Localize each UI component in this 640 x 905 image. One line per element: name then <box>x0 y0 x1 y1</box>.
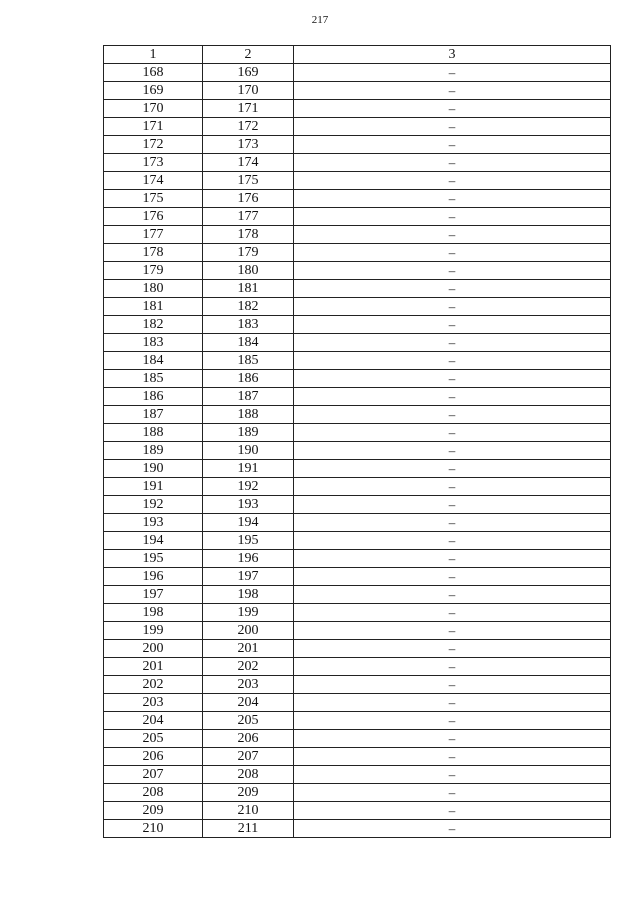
table-cell-col1: 202 <box>104 676 203 694</box>
table-cell-col3: – <box>294 694 611 712</box>
table-row <box>104 694 611 712</box>
table-cell-col2: 173 <box>203 136 294 154</box>
table-cell-col3: – <box>294 514 611 532</box>
table-cell-col3: – <box>294 262 611 280</box>
table-cell-col3: – <box>294 406 611 424</box>
table-cell-col3: – <box>294 460 611 478</box>
table-cell-col2: 210 <box>203 802 294 820</box>
table-cell-col3: – <box>294 244 611 262</box>
table-cell-col2: 196 <box>203 550 294 568</box>
table-cell-col3: – <box>294 298 611 316</box>
table-cell-col2: 199 <box>203 604 294 622</box>
table-cell-col3: – <box>294 154 611 172</box>
table-row <box>104 712 611 730</box>
table-row <box>104 604 611 622</box>
table-cell-col1: 197 <box>104 586 203 604</box>
table-cell-col3: – <box>294 370 611 388</box>
table-cell-col1: 210 <box>104 820 203 838</box>
table-cell-col1: 172 <box>104 136 203 154</box>
table-cell-col1: 199 <box>104 622 203 640</box>
table-cell-col3: – <box>294 172 611 190</box>
table-cell-col1: 187 <box>104 406 203 424</box>
table-row <box>104 622 611 640</box>
table-row <box>104 550 611 568</box>
table-cell-col3: – <box>294 568 611 586</box>
table-row <box>104 280 611 298</box>
table-cell-col1: 195 <box>104 550 203 568</box>
table-cell-col2: 188 <box>203 406 294 424</box>
table-cell-col1: 184 <box>104 352 203 370</box>
table-cell-col2: 211 <box>203 820 294 838</box>
table-cell-col1: 203 <box>104 694 203 712</box>
column-header-1: 1 <box>104 46 203 64</box>
table-cell-col3: – <box>294 64 611 82</box>
table-cell-col2: 183 <box>203 316 294 334</box>
table-cell-col2: 181 <box>203 280 294 298</box>
table-cell-col2: 170 <box>203 82 294 100</box>
table-cell-col2: 176 <box>203 190 294 208</box>
table-cell-col3: – <box>294 352 611 370</box>
table-cell-col2: 204 <box>203 694 294 712</box>
table-cell-col2: 193 <box>203 496 294 514</box>
table-row <box>104 820 611 838</box>
table-row <box>104 442 611 460</box>
table-cell-col1: 192 <box>104 496 203 514</box>
table-cell-col1: 201 <box>104 658 203 676</box>
table-row <box>104 370 611 388</box>
table-cell-col1: 186 <box>104 388 203 406</box>
table-cell-col3: – <box>294 820 611 838</box>
table-row <box>104 676 611 694</box>
table-cell-col2: 184 <box>203 334 294 352</box>
table-cell-col3: – <box>294 586 611 604</box>
table-cell-col1: 169 <box>104 82 203 100</box>
table-cell-col1: 173 <box>104 154 203 172</box>
table-cell-col1: 207 <box>104 766 203 784</box>
table-cell-col2: 185 <box>203 352 294 370</box>
table-row <box>104 496 611 514</box>
table-row <box>104 424 611 442</box>
table-cell-col3: – <box>294 712 611 730</box>
table-cell-col3: – <box>294 100 611 118</box>
table-cell-col3: – <box>294 496 611 514</box>
column-header-2: 2 <box>203 46 294 64</box>
table-cell-col2: 169 <box>203 64 294 82</box>
table-cell-col2: 205 <box>203 712 294 730</box>
column-header-3: 3 <box>294 46 611 64</box>
table-cell-col3: – <box>294 730 611 748</box>
table-row <box>104 316 611 334</box>
table-row <box>104 352 611 370</box>
table-cell-col3: – <box>294 424 611 442</box>
table-row <box>104 208 611 226</box>
table-row <box>104 244 611 262</box>
table-cell-col2: 190 <box>203 442 294 460</box>
table-row <box>104 190 611 208</box>
table-cell-col2: 191 <box>203 460 294 478</box>
table-cell-col2: 202 <box>203 658 294 676</box>
table-row <box>104 658 611 676</box>
table-cell-col3: – <box>294 388 611 406</box>
table-cell-col2: 209 <box>203 784 294 802</box>
table-cell-col1: 208 <box>104 784 203 802</box>
table-cell-col2: 203 <box>203 676 294 694</box>
table-row <box>104 568 611 586</box>
table-cell-col3: – <box>294 226 611 244</box>
table-cell-col3: – <box>294 208 611 226</box>
table-row <box>104 748 611 766</box>
table-cell-col3: – <box>294 658 611 676</box>
table-body <box>104 64 611 838</box>
table-cell-col3: – <box>294 640 611 658</box>
table-cell-col3: – <box>294 190 611 208</box>
table-row <box>104 298 611 316</box>
table-cell-col1: 181 <box>104 298 203 316</box>
table-row <box>104 64 611 82</box>
table-cell-col1: 177 <box>104 226 203 244</box>
table-cell-col2: 172 <box>203 118 294 136</box>
table-row <box>104 118 611 136</box>
table-cell-col2: 187 <box>203 388 294 406</box>
table-cell-col1: 190 <box>104 460 203 478</box>
table-row <box>104 730 611 748</box>
table-cell-col3: – <box>294 622 611 640</box>
table-cell-col2: 174 <box>203 154 294 172</box>
table-cell-col1: 189 <box>104 442 203 460</box>
table-cell-col2: 197 <box>203 568 294 586</box>
table-cell-col3: – <box>294 766 611 784</box>
table-cell-col2: 182 <box>203 298 294 316</box>
table-cell-col2: 192 <box>203 478 294 496</box>
table-cell-col2: 171 <box>203 100 294 118</box>
table-row <box>104 172 611 190</box>
table-row <box>104 784 611 802</box>
table-cell-col1: 185 <box>104 370 203 388</box>
table-row <box>104 478 611 496</box>
table-cell-col2: 201 <box>203 640 294 658</box>
table-cell-col3: – <box>294 136 611 154</box>
table-cell-col2: 189 <box>203 424 294 442</box>
table-cell-col2: 194 <box>203 514 294 532</box>
table-cell-col2: 206 <box>203 730 294 748</box>
table-cell-col1: 170 <box>104 100 203 118</box>
table-row <box>104 802 611 820</box>
table-cell-col2: 198 <box>203 586 294 604</box>
table-cell-col1: 209 <box>104 802 203 820</box>
table-cell-col3: – <box>294 118 611 136</box>
table-row <box>104 460 611 478</box>
table-cell-col3: – <box>294 442 611 460</box>
table-cell-col1: 188 <box>104 424 203 442</box>
table-row <box>104 766 611 784</box>
table-cell-col3: – <box>294 676 611 694</box>
table-cell-col1: 194 <box>104 532 203 550</box>
table-cell-col2: 207 <box>203 748 294 766</box>
table-cell-col1: 183 <box>104 334 203 352</box>
table-cell-col1: 191 <box>104 478 203 496</box>
table-row <box>104 226 611 244</box>
page-number: 217 <box>311 14 329 26</box>
table-cell-col1: 180 <box>104 280 203 298</box>
table-cell-col3: – <box>294 604 611 622</box>
table-cell-col3: – <box>294 82 611 100</box>
table-header-row <box>104 46 611 64</box>
table-cell-col1: 176 <box>104 208 203 226</box>
table-cell-col1: 179 <box>104 262 203 280</box>
table-cell-col2: 200 <box>203 622 294 640</box>
table-cell-col1: 178 <box>104 244 203 262</box>
table-row <box>104 514 611 532</box>
table-cell-col2: 179 <box>203 244 294 262</box>
table-row <box>104 406 611 424</box>
table-cell-col3: – <box>294 280 611 298</box>
table-cell-col2: 180 <box>203 262 294 280</box>
table-cell-col2: 186 <box>203 370 294 388</box>
table-cell-col1: 182 <box>104 316 203 334</box>
table-cell-col1: 204 <box>104 712 203 730</box>
table-cell-col1: 205 <box>104 730 203 748</box>
table-cell-col2: 175 <box>203 172 294 190</box>
table-cell-col2: 195 <box>203 532 294 550</box>
table-cell-col3: – <box>294 478 611 496</box>
table-row <box>104 334 611 352</box>
table-cell-col1: 196 <box>104 568 203 586</box>
table-cell-col1: 198 <box>104 604 203 622</box>
table-cell-col3: – <box>294 334 611 352</box>
table-cell-col1: 200 <box>104 640 203 658</box>
table-cell-col1: 168 <box>104 64 203 82</box>
table-cell-col3: – <box>294 802 611 820</box>
table-cell-col2: 177 <box>203 208 294 226</box>
table-cell-col1: 193 <box>104 514 203 532</box>
table-cell-col2: 178 <box>203 226 294 244</box>
table-cell-col2: 208 <box>203 766 294 784</box>
table-cell-col3: – <box>294 784 611 802</box>
data-table <box>103 45 611 838</box>
table-row <box>104 262 611 280</box>
table-cell-col1: 206 <box>104 748 203 766</box>
table-cell-col3: – <box>294 532 611 550</box>
table-cell-col1: 174 <box>104 172 203 190</box>
table-cell-col3: – <box>294 748 611 766</box>
table-row <box>104 532 611 550</box>
table-row <box>104 586 611 604</box>
table-row <box>104 136 611 154</box>
table-row <box>104 640 611 658</box>
table-row <box>104 82 611 100</box>
table-cell-col3: – <box>294 316 611 334</box>
table-row <box>104 100 611 118</box>
table-row <box>104 388 611 406</box>
table-cell-col1: 175 <box>104 190 203 208</box>
table-cell-col1: 171 <box>104 118 203 136</box>
table-cell-col3: – <box>294 550 611 568</box>
table-row <box>104 154 611 172</box>
